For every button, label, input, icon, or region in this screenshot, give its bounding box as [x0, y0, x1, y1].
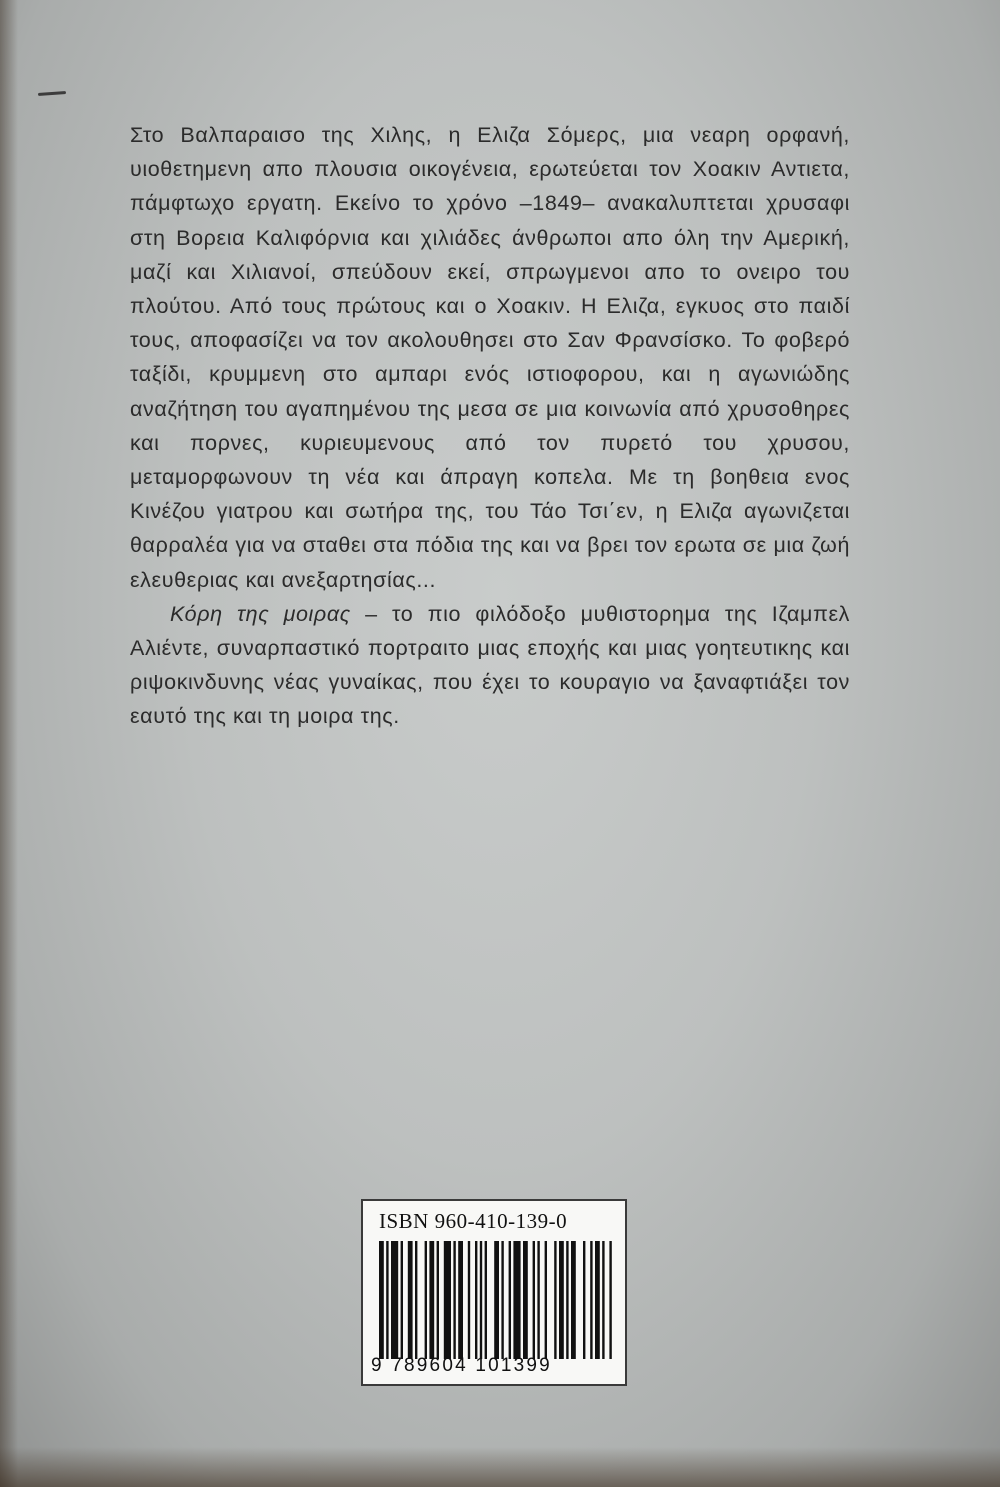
- barcode-bar: [453, 1241, 455, 1359]
- barcode-bar: [545, 1241, 547, 1359]
- isbn-barcode-panel: [361, 1199, 627, 1386]
- barcode-bar: [480, 1241, 482, 1359]
- barcode-bar: [444, 1241, 451, 1359]
- barcode-bar: [537, 1241, 539, 1359]
- barcode-bar: [415, 1241, 417, 1359]
- barcode-bar: [609, 1241, 611, 1359]
- barcode-bar: [494, 1241, 499, 1359]
- barcode-icon: [377, 1241, 613, 1359]
- barcode-bar: [533, 1241, 535, 1359]
- cover-edge-shadow-left: [0, 0, 18, 1487]
- barcode-bar: [501, 1241, 503, 1359]
- book-title-italic: Κόρη της μοιρας: [170, 601, 351, 626]
- barcode-bar: [425, 1241, 427, 1359]
- barcode-bar: [513, 1241, 520, 1359]
- barcode-bar: [391, 1241, 398, 1359]
- barcode-bar: [475, 1241, 477, 1359]
- barcode-bar: [523, 1241, 528, 1359]
- barcode-bar: [437, 1241, 439, 1359]
- barcode-bar: [509, 1241, 511, 1359]
- barcode-bar: [566, 1241, 568, 1359]
- barcode-bar: [468, 1241, 470, 1359]
- cover-scuff-mark: [38, 91, 66, 96]
- barcode-bar: [408, 1241, 413, 1359]
- barcode-bar: [379, 1241, 384, 1359]
- barcode-bar: [554, 1241, 556, 1359]
- barcode-bar: [485, 1241, 487, 1359]
- blurb-paragraph-1: Στο Βαλπαραισο της Χιλης, η Ελιζα Σόμερς, μια νεαρη ορφανή, υιοθετημενη απο πλουσια οικογένεια, ερωτεύεται τον Χοακιν Αντιετα, πάμφτωχο εργατη. Εκείνο το χρόνο –1849– ανακαλυπτεται χρυσαφι στη Βορεια Καλιφόρνια και χιλιάδες άνθρωποι απο όλη την Αμερική, μαζί και Χιλιανοί, σπεύδουν εκεί, σπρωγμενοι απο το ονειρο του πλούτου. Από τους πρώτους και ο Χοακιν. Η Ελιζα, εγκυος στο παιδί τους, αποφασίζει να τον ακολουθησει στο Σαν Φρανσίσκο. Το φοβερό ταξίδι, κρυμμενη στο αμπαρι ενός ιστιοφορου, και η αγωνιώδης αναζήτηση του αγαπημένου της μεσα σε μια κοινωνία από χρυσοθηρες και πορνες, κυριευμενους από τον πυρετό του χρυσου, μεταμορφωνουν τη νέα και άπραγη κοπελα. Με τη βοηθεια ενος Κινέζου γιατρου και σωτήρα της, του Τάο Τσι΄εν, η Ελιζα αγωνιζεται θαρραλέα για να σταθει στα πόδια της και να βρει τον ερωτα σε μια ζωή ελευθεριας και ανεξαρτησίας...: [130, 123, 850, 592]
- barcode-bar: [571, 1241, 576, 1359]
- barcode-bar: [401, 1241, 403, 1359]
- barcode-bar: [386, 1241, 388, 1359]
- ean-digits: 9 789604 101399: [371, 1355, 552, 1376]
- barcode-bar: [559, 1241, 564, 1359]
- book-blurb: [130, 118, 850, 734]
- barcode-bar: [590, 1241, 592, 1359]
- barcode-bar: [458, 1241, 463, 1359]
- blurb-paragraph-2: [130, 597, 850, 734]
- barcode-bar: [583, 1241, 585, 1359]
- barcode-bar: [595, 1241, 600, 1359]
- barcode-bar: [429, 1241, 434, 1359]
- cover-edge-shadow-bottom: [0, 1447, 1000, 1487]
- isbn-label: ISBN 960-410-139-0: [379, 1209, 568, 1233]
- blurb-paragraph-2-text: – το πιο φιλόδοξο μυθιστορημα της Ιζαμπελ Αλιέντε, συναρπαστικό πορτραιτο μιας εποχής και μιας γοητευτικης και ριψοκινδυνης νέας γυναίκας, που έχει το κουραγιο να ξαναφτιάξει τον εαυτό της και τη μοιρα της.: [130, 601, 851, 729]
- barcode-bar: [602, 1241, 604, 1359]
